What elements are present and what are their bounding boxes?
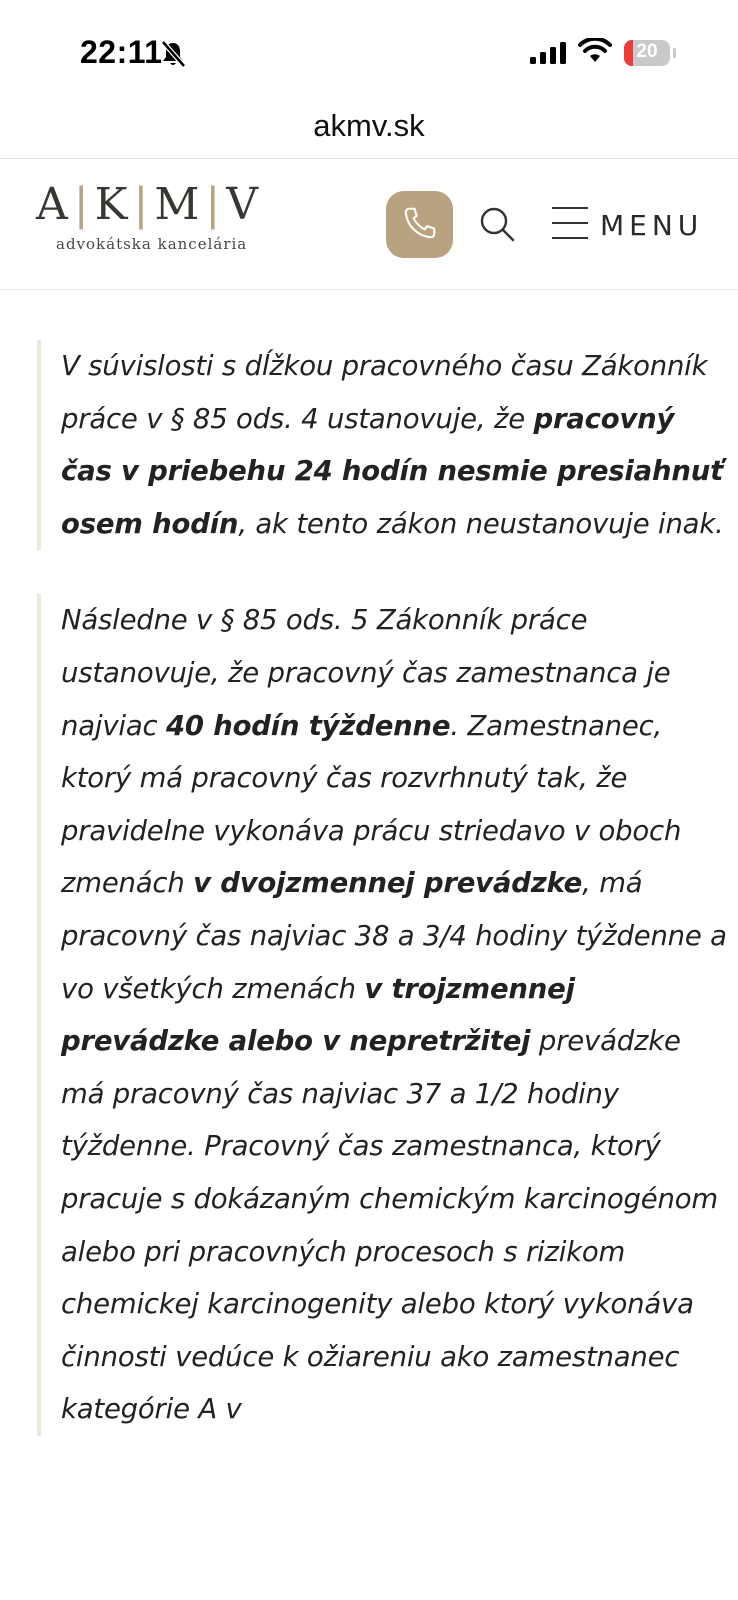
quote-text: , ak tento zákon neustanovuje inak. xyxy=(238,507,724,540)
battery-level: 20 xyxy=(636,41,658,62)
search-button[interactable] xyxy=(478,205,518,245)
status-bar xyxy=(0,0,738,100)
phone-button[interactable] xyxy=(386,191,453,258)
menu-button[interactable] xyxy=(550,203,703,247)
quote-text: Následne v § 85 ods. 5 Zákonník práce ustanovuje, že pracovný čas zamestnanca je najviac xyxy=(61,604,671,742)
logo-letter-a: A xyxy=(36,179,70,230)
logo-separator: | xyxy=(133,179,151,230)
url-text[interactable]: akmv.sk xyxy=(313,108,425,143)
site-logo[interactable] xyxy=(36,181,266,253)
quote-text: V súvislosti s dĺžkou pracovného času Zákonník práce v § 85 ods. 4 ustanovuje, že xyxy=(61,350,708,435)
bell-slash-icon xyxy=(160,40,186,72)
search-icon xyxy=(478,228,516,247)
logo-separator: | xyxy=(205,179,223,230)
hamburger-icon xyxy=(550,205,590,245)
logo-separator: | xyxy=(73,179,91,230)
phone-icon xyxy=(401,204,439,246)
quote-block xyxy=(37,340,738,550)
quote-text: . Zamestnanec, ktorý má pracovný čas rozvrhnutý tak, že pravidelne vykonáva prácu striedavo v oboch zmenách xyxy=(61,709,682,900)
wifi-icon xyxy=(578,38,612,68)
battery-icon xyxy=(624,40,670,66)
logo-letter-m: M xyxy=(154,179,202,230)
quote-text: , má pracovný čas najviac 38 a 3/4 hodiny týždenne a vo všetkých zmenách xyxy=(61,867,727,1005)
site-header xyxy=(0,159,738,290)
quote-emphasis: v dvojzmennej prevádzke xyxy=(193,867,583,900)
battery-tip xyxy=(673,48,676,58)
menu-label: MENU xyxy=(600,208,704,242)
quote-emphasis: 40 hodín týždenne xyxy=(165,709,451,742)
logo-letter-v: V xyxy=(226,179,260,230)
logo-letter-k: K xyxy=(94,179,130,230)
article-content xyxy=(0,340,738,1436)
quote-text: prevádzke má pracovný čas najviac 37 a 1/2 hodiny týždenne. Pracovný čas zamestnanca, ktorý pracuje s dokázaným chemickým karcinogénom alebo pri pracovných procesoch s rizikom chemickej karcinogenity alebo ktorý vykonáva činnosti vedúce k ožiareniu ako zamestnanec kategórie A v xyxy=(61,1025,718,1426)
logo-mark xyxy=(36,181,266,229)
browser-url-bar[interactable] xyxy=(0,100,738,159)
cellular-signal-icon xyxy=(530,42,566,68)
quote-block xyxy=(37,594,738,1436)
quote-emphasis: pracovný čas v priebehu 24 hodín nesmie presiahnuť osem hodín xyxy=(61,402,724,540)
status-time: 22:11 xyxy=(80,34,163,70)
logo-subtitle: advokátska kancelária xyxy=(56,235,248,253)
quote-emphasis: v trojzmennej prevádzke alebo v nepretržitej xyxy=(61,972,575,1058)
